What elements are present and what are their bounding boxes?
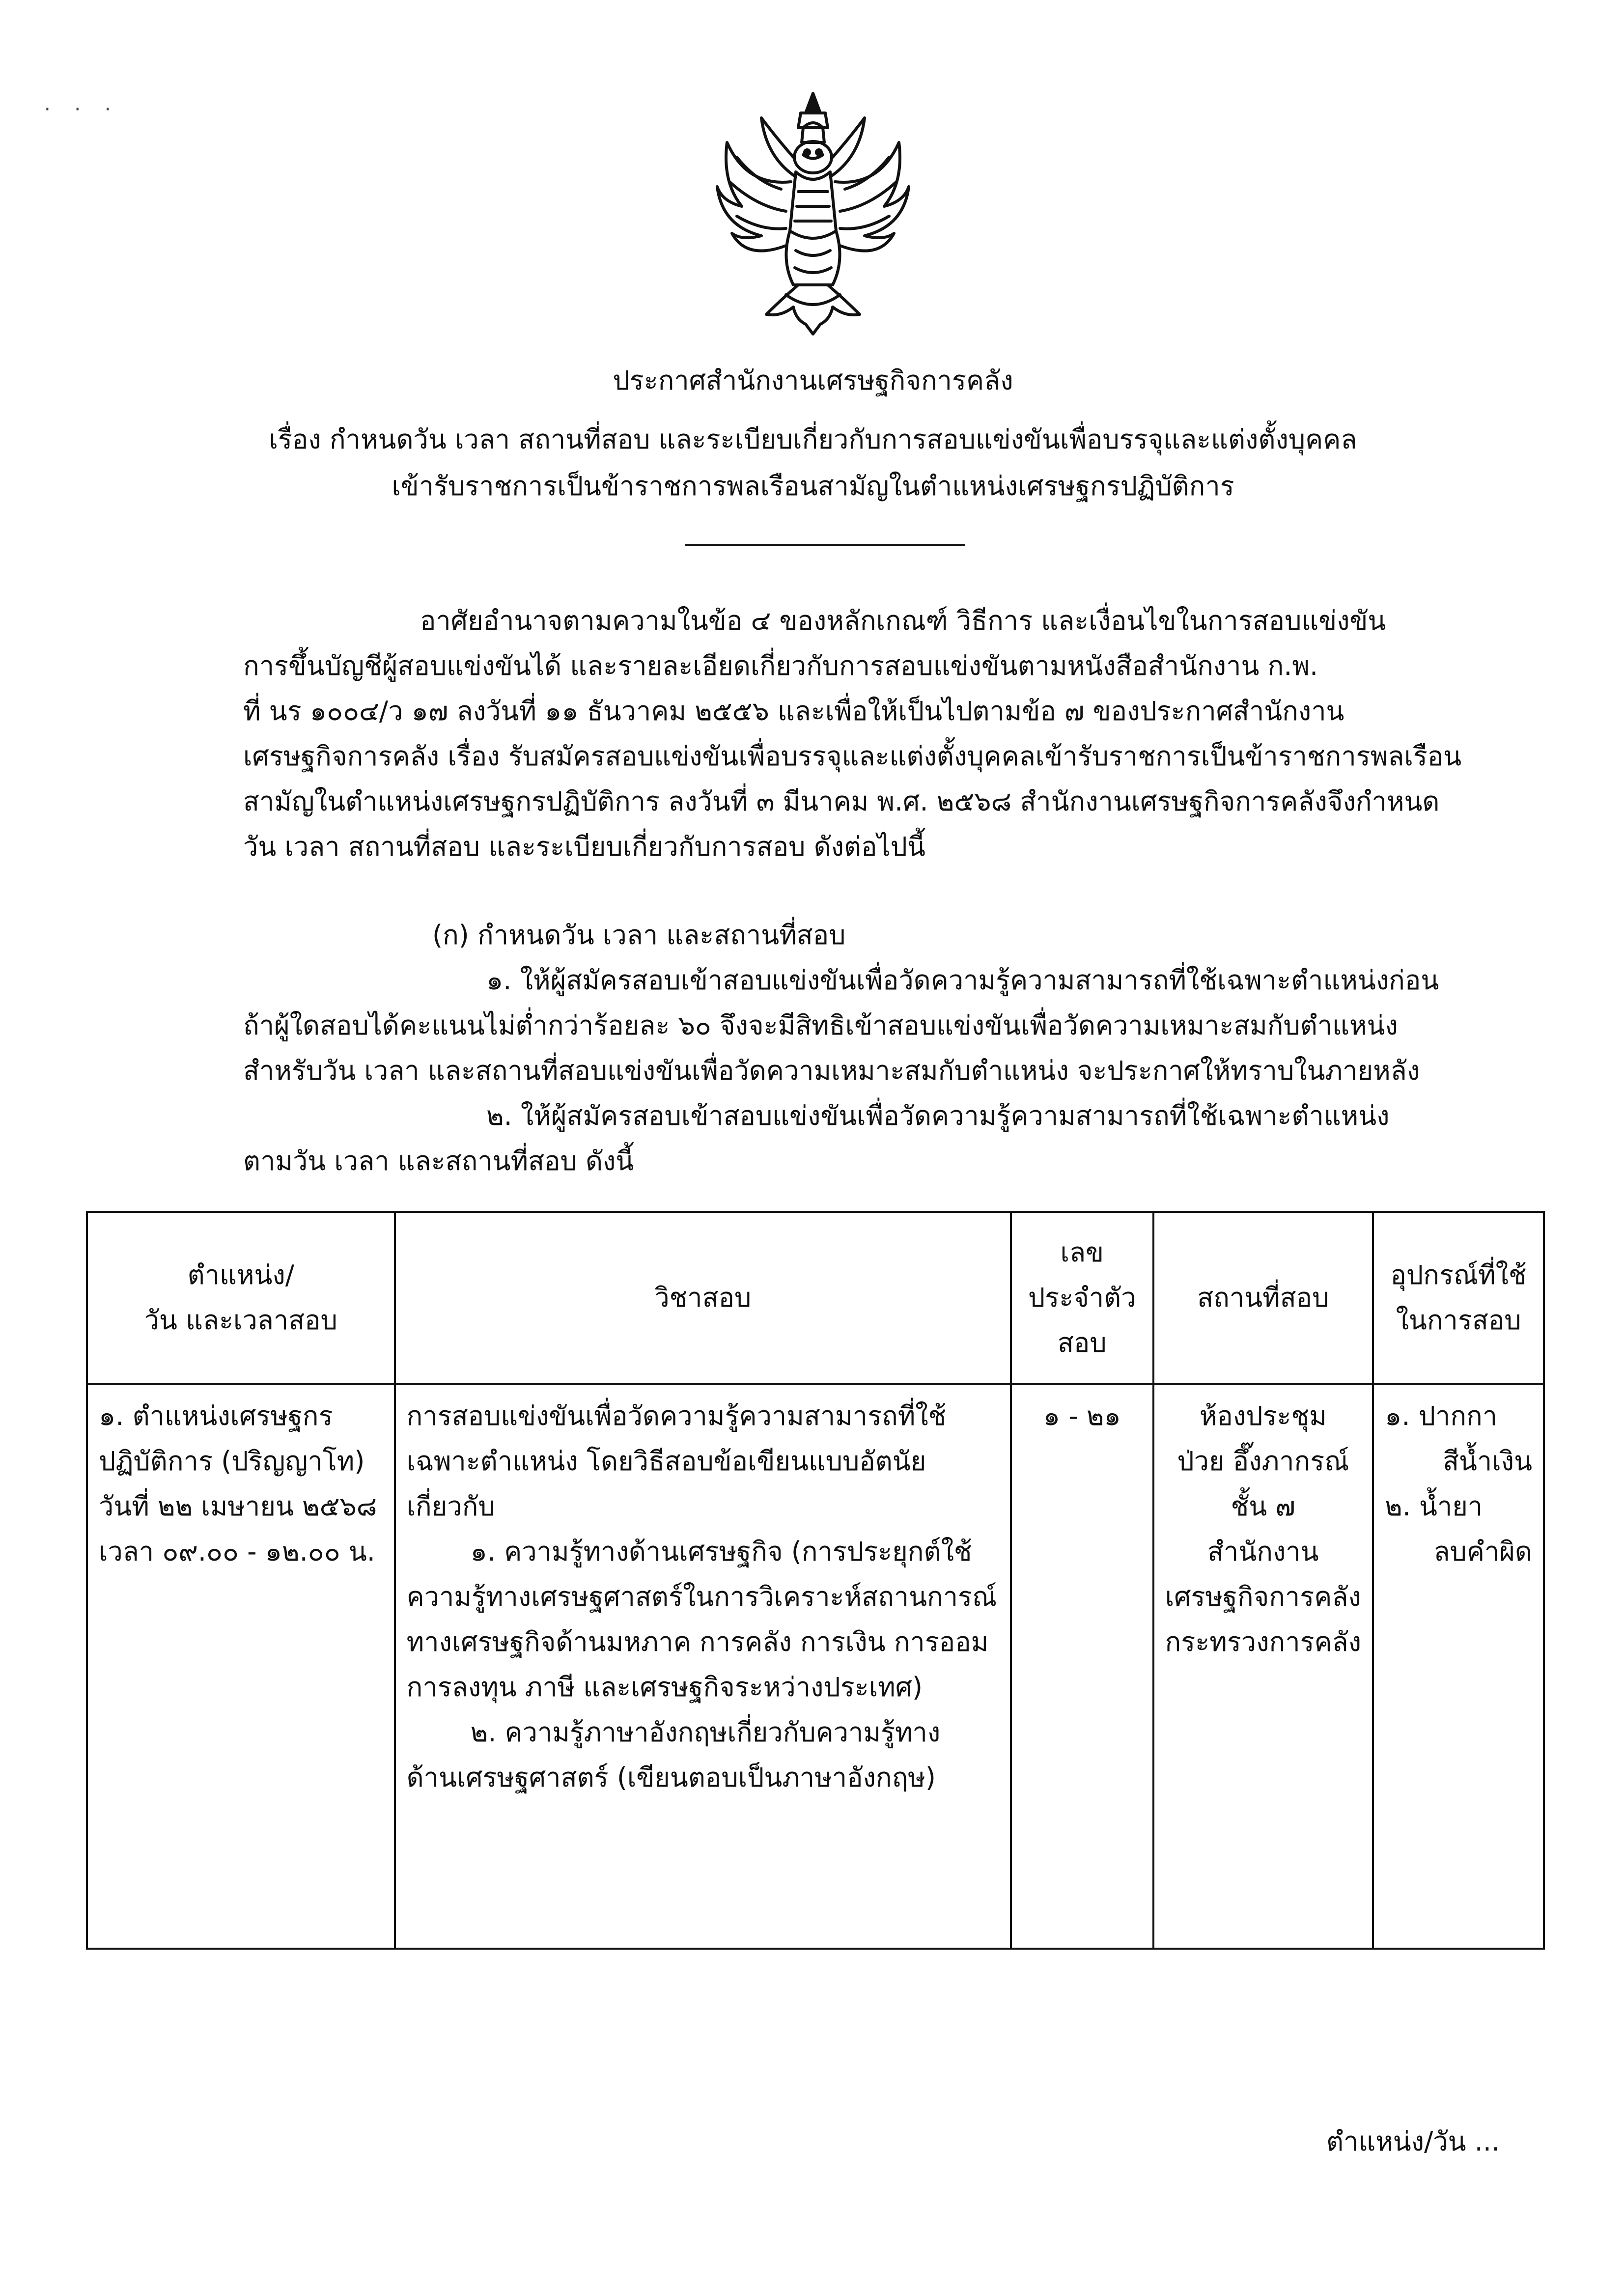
item-2-line: ตามวัน เวลา และสถานที่สอบ ดังนี้ xyxy=(243,1146,634,1176)
header-place xyxy=(1153,1212,1373,1384)
intro-line: เศรษฐกิจการคลัง เรื่อง รับสมัครสอบแข่งขันเพื่อบรรจุและแต่งตั้งบุคคลเข้ารับราชการเป็นข้าราชการพลเรือน xyxy=(243,741,1462,772)
cell-text: ๑. ความรู้ทางด้านเศรษฐกิจ (การประยุกต์ใช้ xyxy=(470,1536,972,1567)
cell-equipment xyxy=(1373,1384,1544,1949)
intro-line: ที่ นร ๑๐๐๔/ว ๑๗ ลงวันที่ ๑๑ ธันวาคม ๒๕๕๖ และเพื่อให้เป็นไปตามข้อ ๗ ของประกาศสำนักงาน xyxy=(243,696,1344,727)
cell-text: ความรู้ทางเศรษฐศาสตร์ในการวิเคราะห์สถานการณ์ xyxy=(406,1581,997,1612)
cell-text: ๑. ปากกา xyxy=(1385,1400,1498,1431)
cell-text: เฉพาะตำแหน่ง โดยวิธีสอบข้อเขียนแบบอัตนัย xyxy=(406,1446,926,1477)
cell-text: ๒. ความรู้ภาษาอังกฤษเกี่ยวกับความรู้ทาง xyxy=(470,1717,941,1748)
cell-text: ด้านเศรษฐศาสตร์ (เขียนตอบเป็นภาษาอังกฤษ) xyxy=(406,1762,936,1793)
section-a-heading: (ก) กำหนดวัน เวลา และสถานที่สอบ xyxy=(432,920,846,951)
header-text: ประจำตัว xyxy=(1028,1282,1136,1313)
header-text: สอบ xyxy=(1057,1327,1107,1358)
cell-text: การสอบแข่งขันเพื่อวัดความรู้ความสามารถที่ใช้ xyxy=(406,1400,947,1431)
table-header-row xyxy=(87,1212,1544,1384)
announcement-subject-line-1: เรื่อง กำหนดวัน เวลา สถานที่สอบ และระเบียบเกี่ยวกับการสอบแข่งขันเพื่อบรรจุและแต่งตั้งบุคคล xyxy=(269,424,1357,455)
title-divider xyxy=(685,544,965,546)
header-position xyxy=(87,1212,395,1384)
cell-text: ชั้น ๗ xyxy=(1231,1491,1295,1522)
item-1-line: ถ้าผู้ใดสอบได้คะแนนไม่ต่ำกว่าร้อยละ ๖๐ จึงจะมีสิทธิเข้าสอบแข่งขันเพื่อวัดความเหมาะสมกับตำแหน่ง xyxy=(243,1010,1398,1041)
continued-marker: ตำแหน่ง/วัน ... xyxy=(1326,2126,1500,2157)
cell-text: ป่วย อึ๊งภากรณ์ xyxy=(1177,1446,1349,1477)
table-row xyxy=(87,1384,1544,1949)
garuda-emblem xyxy=(707,84,919,339)
exam-schedule-table xyxy=(86,1211,1545,1950)
header-text: สถานที่สอบ xyxy=(1197,1282,1329,1313)
item-2-line: ๒. ให้ผู้สมัครสอบเข้าสอบแข่งขันเพื่อวัดความรู้ความสามารถที่ใช้เฉพาะตำแหน่ง xyxy=(486,1100,1390,1131)
cell-text: เกี่ยวกับ xyxy=(406,1491,495,1522)
intro-line: อาศัยอำนาจตามความในข้อ ๔ ของหลักเกณฑ์ วิธีการ และเงื่อนไขในการสอบแข่งขัน xyxy=(420,605,1386,636)
announcement-title: ประกาศสำนักงานเศรษฐกิจการคลัง xyxy=(613,365,1013,396)
cell-place xyxy=(1153,1384,1373,1949)
cell-text: การลงทุน ภาษี และเศรษฐกิจระหว่างประเทศ) xyxy=(406,1672,923,1703)
cell-subject xyxy=(395,1384,1011,1949)
cell-text: ทางเศรษฐกิจด้านมหภาค การคลัง การเงิน การออม xyxy=(406,1626,989,1657)
cell-text: ๑. ตำแหน่งเศรษฐกร xyxy=(99,1400,333,1431)
cell-text: ๑ - ๒๑ xyxy=(1043,1400,1121,1431)
cell-text: เศรษฐกิจการคลัง xyxy=(1165,1581,1361,1612)
cell-text: วันที่ ๒๒ เมษายน ๒๕๖๘ xyxy=(99,1491,377,1522)
section-a-item-1 xyxy=(243,958,1439,1093)
cell-text: สำนักงาน xyxy=(1207,1536,1319,1567)
scan-specks: · · · xyxy=(44,98,120,121)
section-a-item-2 xyxy=(243,1093,1390,1184)
cell-text: ลบคำผิด xyxy=(1433,1536,1532,1567)
item-1-line: สำหรับวัน เวลา และสถานที่สอบแข่งขันเพื่อวัดความเหมาะสมกับตำแหน่ง จะประกาศให้ทราบในภายหลัง xyxy=(243,1055,1420,1086)
header-number xyxy=(1011,1212,1153,1384)
header-equipment xyxy=(1373,1212,1544,1384)
header-text: วัน และเวลาสอบ xyxy=(144,1305,337,1336)
cell-text: ห้องประชุม xyxy=(1199,1400,1327,1431)
announcement-subject-line-2: เข้ารับราชการเป็นข้าราชการพลเรือนสามัญในตำแหน่งเศรษฐกรปฏิบัติการ xyxy=(392,471,1234,502)
intro-line: การขึ้นบัญชีผู้สอบแข่งขันได้ และรายละเอียดเกี่ยวกับการสอบแข่งขันตามหนังสือสำนักงาน ก.พ. xyxy=(243,650,1318,681)
intro-paragraph xyxy=(243,598,1501,869)
cell-text: สีน้ำเงิน xyxy=(1443,1446,1532,1477)
header-text: อุปกรณ์ที่ใช้ xyxy=(1390,1259,1527,1290)
cell-text: ปฏิบัติการ (ปริญญาโท) xyxy=(99,1446,365,1477)
header-text: วิชาสอบ xyxy=(654,1282,752,1313)
intro-line: สามัญในตำแหน่งเศรษฐกรปฏิบัติการ ลงวันที่ ๓ มีนาคม พ.ศ. ๒๕๖๘ สำนักงานเศรษฐกิจการคลังจึงกำหนด xyxy=(243,786,1440,817)
cell-text: กระทรวงการคลัง xyxy=(1165,1626,1362,1657)
cell-text: เวลา ๐๙.๐๐ - ๑๒.๐๐ น. xyxy=(99,1536,375,1567)
header-text: ในการสอบ xyxy=(1396,1305,1521,1336)
intro-line: วัน เวลา สถานที่สอบ และระเบียบเกี่ยวกับการสอบ ดังต่อไปนี้ xyxy=(243,831,925,862)
header-subject xyxy=(395,1212,1011,1384)
cell-position xyxy=(87,1384,395,1949)
cell-number xyxy=(1011,1384,1153,1949)
header-text: เลข xyxy=(1060,1237,1104,1268)
item-1-line: ๑. ให้ผู้สมัครสอบเข้าสอบแข่งขันเพื่อวัดความรู้ความสามารถที่ใช้เฉพาะตำแหน่งก่อน xyxy=(486,965,1439,996)
cell-text: ๒. น้ำยา xyxy=(1385,1491,1483,1522)
header-text: ตำแหน่ง/ xyxy=(187,1259,294,1290)
